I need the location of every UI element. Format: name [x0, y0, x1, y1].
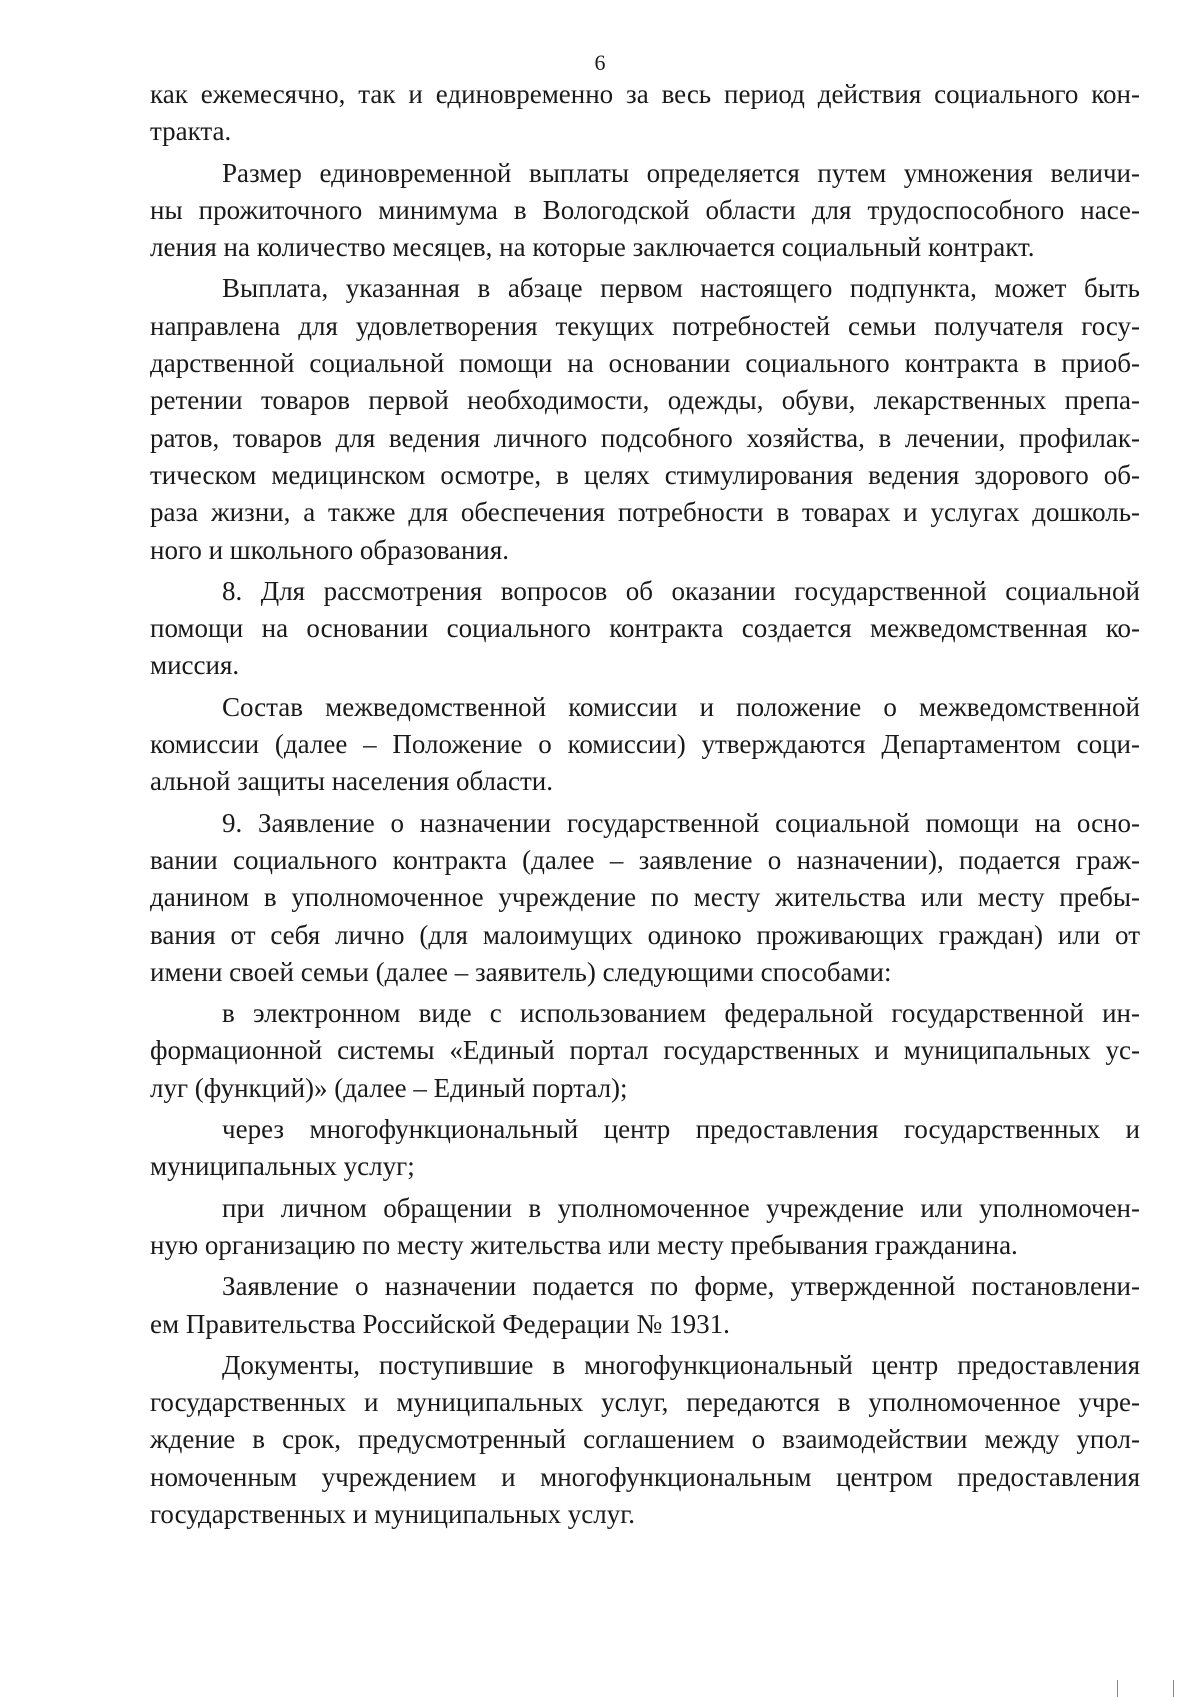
text-line: вании социального контракта (далее – заявление о назначении), подается граж-: [150, 844, 1140, 875]
text-line: вания от себя лично (для малоимущих одиноко проживающих граждан) или от: [150, 919, 1140, 950]
text-line: данином в уполномоченное учреждение по месту жительства или месту пребы-: [150, 882, 1140, 913]
text-line: номоченным учреждением и многофункциональным центром предоставления: [150, 1461, 1140, 1492]
text-line: помощи на основании социального контракта создается межведомственная ко-: [150, 613, 1140, 644]
text-line: ем Правительства Российской Федерации № 1931.: [150, 1308, 730, 1339]
text-line: как ежемесячно, так и единовременно за весь период действия социального кон-: [150, 79, 1140, 109]
paragraph: [150, 1347, 1140, 1533]
text-line: Заявление о назначении подается по форме, утвержденной постановлени-: [222, 1271, 1140, 1302]
text-line: государственных и муниципальных услуг, передаются в уполномоченное учре-: [150, 1387, 1140, 1418]
text-line: тическом медицинском осмотре, в целях стимулирования ведения здорового об-: [150, 459, 1140, 490]
text-line: при личном обращении в уполномоченное учреждение или уполномочен-: [222, 1192, 1140, 1223]
text-line: луг (функций)» (далее – Единый портал);: [150, 1072, 628, 1103]
paragraph: [150, 270, 1140, 568]
paragraph: [150, 1190, 1140, 1265]
text-line: муниципальных услуг;: [150, 1151, 415, 1182]
paragraph: [150, 155, 1140, 267]
text-line: через многофункциональный центр предоставления государственных и: [222, 1114, 1140, 1145]
paragraph: [150, 76, 1140, 151]
text-line: 9. Заявление о назначении государственной социальной помощи на осно-: [222, 807, 1140, 838]
text-line: альной защиты населения области.: [150, 766, 553, 797]
text-line: формационной системы «Единый портал государственных и муниципальных ус-: [150, 1035, 1140, 1066]
text-line: миссия.: [150, 650, 240, 681]
scan-edge-mark: [1117, 1680, 1118, 1697]
text-line: ратов, товаров для ведения личного подсобного хозяйства, в лечении, профилак-: [150, 422, 1140, 453]
text-line: ного и школьного образования.: [150, 534, 510, 565]
text-line: ную организацию по месту жительства или месту пребывания гражданина.: [150, 1229, 1018, 1260]
page-number: 6: [594, 50, 606, 75]
paragraph: [150, 689, 1140, 801]
text-line: ления на количество месяцев, на которые заключается социальный контракт.: [150, 232, 1035, 263]
document-body: [150, 76, 1140, 1533]
text-line: Документы, поступившие в многофункциональный центр предоставления: [222, 1349, 1140, 1380]
text-line: направлена для удовлетворения текущих потребностей семьи получателя госу-: [150, 310, 1140, 341]
paragraph: [150, 1111, 1140, 1186]
text-line: в электронном виде с использованием федеральной государственной ин-: [222, 998, 1140, 1029]
text-line: комиссии (далее – Положение о комиссии) утверждаются Департаментом соци-: [150, 729, 1140, 760]
text-line: Состав межведомственной комиссии и положение о межведомственной: [222, 691, 1140, 722]
text-line: Размер единовременной выплаты определяется путем умножения величи-: [222, 157, 1140, 188]
text-line: государственных и муниципальных услуг.: [150, 1498, 635, 1529]
text-line: раза жизни, а также для обеспечения потребности в товарах и услугах дошколь-: [150, 497, 1140, 528]
paragraph: [150, 995, 1140, 1107]
text-line: тракта.: [150, 116, 232, 147]
text-line: имени своей семьи (далее – заявитель) следующими способами:: [150, 956, 892, 987]
text-line: ждение в срок, предусмотренный соглашением о взаимодействии между упол-: [150, 1424, 1140, 1455]
text-line: 8. Для рассмотрения вопросов об оказании государственной социальной: [222, 575, 1140, 606]
paragraph: [150, 1268, 1140, 1343]
paragraph: [150, 805, 1140, 991]
paragraph: [150, 573, 1140, 685]
scan-edge-mark: [1173, 1680, 1174, 1697]
text-line: дарственной социальной помощи на основании социального контракта в приоб-: [150, 348, 1140, 379]
text-line: ретении товаров первой необходимости, одежды, обуви, лекарственных препа-: [150, 385, 1140, 416]
text-line: Выплата, указанная в абзаце первом настоящего подпункта, может быть: [222, 273, 1140, 304]
text-line: ны прожиточного минимума в Вологодской области для трудоспособного насе-: [150, 194, 1140, 225]
